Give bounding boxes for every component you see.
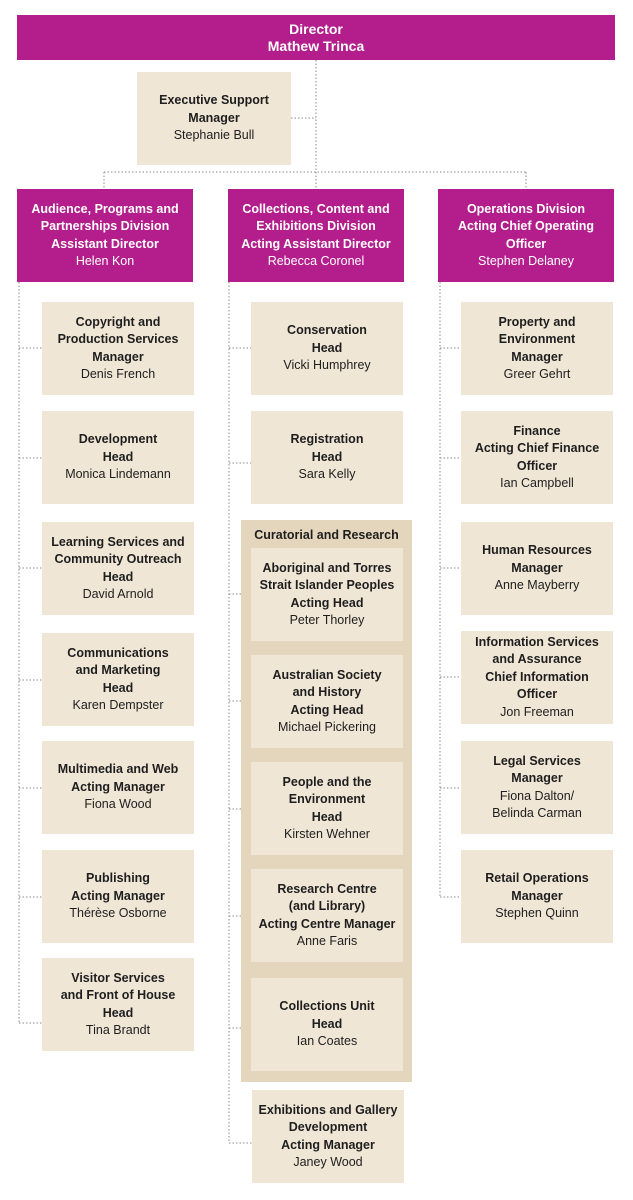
unit-line: Legal Services bbox=[493, 753, 581, 768]
unit-person: Fiona Wood bbox=[84, 797, 152, 812]
unit-line: Acting Centre Manager bbox=[258, 916, 396, 931]
unit-line: Conservation bbox=[287, 323, 367, 338]
unit-line: (and Library) bbox=[288, 899, 366, 913]
exec-support-name: Stephanie Bull bbox=[173, 128, 255, 143]
unit-line: Acting Head bbox=[290, 595, 364, 610]
unit-line: Head bbox=[102, 680, 134, 695]
unit-box bbox=[251, 655, 403, 748]
unit-line: Finance bbox=[513, 423, 561, 438]
director-name: Mathew Trinca bbox=[267, 37, 365, 54]
unit-line: Manager bbox=[92, 349, 144, 364]
unit-line: and History bbox=[292, 685, 362, 699]
division-header-line: Partnerships Division bbox=[40, 219, 170, 233]
unit-line: Strait Islander Peoples bbox=[259, 578, 395, 592]
division-header-line: Acting Assistant Director bbox=[241, 236, 391, 251]
unit-line: Publishing bbox=[86, 871, 150, 886]
unit-box bbox=[461, 411, 613, 504]
unit-line: Communications bbox=[67, 645, 169, 660]
unit-line: Learning Services and bbox=[51, 534, 185, 549]
unit-line: Head bbox=[102, 569, 134, 584]
unit-line: Community Outreach bbox=[54, 552, 182, 566]
unit-person: Monica Lindemann bbox=[65, 467, 171, 482]
unit-person: Anne Mayberry bbox=[494, 578, 580, 593]
unit-box bbox=[461, 302, 613, 395]
unit-person: Janey Wood bbox=[293, 1155, 363, 1169]
unit-line: People and the bbox=[282, 774, 372, 789]
unit-line: Manager bbox=[511, 560, 563, 575]
unit-line: Retail Operations bbox=[485, 871, 589, 886]
unit-box bbox=[251, 762, 403, 855]
unit-line: Research Centre bbox=[277, 881, 377, 896]
unit-line: Head bbox=[311, 809, 343, 824]
unit-box bbox=[461, 850, 613, 943]
unit-line: Manager bbox=[511, 888, 563, 903]
unit-line: Acting Chief Finance bbox=[474, 441, 600, 455]
unit-person: Ian Coates bbox=[296, 1034, 358, 1049]
unit-box bbox=[42, 633, 194, 726]
unit-line: Development bbox=[78, 432, 158, 447]
unit-person: David Arnold bbox=[82, 587, 154, 601]
division-header-audience bbox=[17, 189, 193, 282]
division-header-line: Exhibitions Division bbox=[256, 219, 376, 233]
curatorial-group-title: Curatorial and Research bbox=[254, 528, 399, 542]
unit-person: Peter Thorley bbox=[289, 613, 365, 627]
director-box bbox=[17, 15, 615, 60]
unit-line: Development bbox=[288, 1120, 368, 1134]
unit-line: Acting Manager bbox=[71, 779, 165, 794]
unit-line: Multimedia and Web bbox=[57, 762, 179, 777]
unit-line: Registration bbox=[290, 432, 364, 447]
unit-line: Chief Information bbox=[485, 669, 589, 684]
unit-line: Manager bbox=[511, 771, 563, 785]
unit-box bbox=[251, 411, 403, 504]
division-header-name: Rebecca Coronel bbox=[267, 254, 365, 268]
unit-line: Head bbox=[311, 1016, 343, 1031]
unit-line: and Marketing bbox=[75, 663, 161, 677]
unit-box bbox=[42, 958, 194, 1051]
director-title: Director bbox=[289, 20, 343, 37]
unit-person: Michael Pickering bbox=[278, 720, 376, 734]
unit-person: Ian Campbell bbox=[500, 476, 574, 490]
division-header-name: Stephen Delaney bbox=[478, 254, 574, 268]
division-header-line: Officer bbox=[505, 236, 547, 251]
unit-person: Jon Freeman bbox=[500, 704, 574, 719]
unit-box bbox=[461, 631, 613, 724]
division-header-line: Operations Division bbox=[466, 201, 586, 216]
unit-box bbox=[461, 741, 613, 834]
unit-person: Thérèse Osborne bbox=[69, 906, 167, 921]
unit-line: Head bbox=[311, 449, 343, 464]
unit-person: Tina Brandt bbox=[85, 1023, 151, 1037]
unit-line: Collections Unit bbox=[279, 999, 375, 1014]
unit-line: Australian Society bbox=[272, 667, 382, 682]
unit-box bbox=[42, 850, 194, 943]
unit-line: Environment bbox=[288, 792, 366, 806]
unit-line: Manager bbox=[511, 349, 563, 364]
unit-person: Anne Faris bbox=[296, 934, 358, 948]
unit-line: Aboriginal and Torres bbox=[262, 560, 392, 575]
unit-line: Human Resources bbox=[482, 543, 592, 558]
unit-box bbox=[42, 522, 194, 615]
division-header-line: Audience, Programs and bbox=[31, 201, 179, 216]
unit-box bbox=[251, 869, 403, 962]
unit-line: Head bbox=[102, 449, 134, 464]
unit-line: Copyright and bbox=[75, 314, 161, 329]
unit-box bbox=[461, 522, 613, 615]
unit-line: Officer bbox=[516, 458, 558, 473]
division-header-name: Helen Kon bbox=[75, 254, 135, 268]
exec-support-line-1: Executive Support bbox=[159, 93, 269, 108]
unit-box bbox=[42, 411, 194, 504]
unit-box bbox=[251, 302, 403, 395]
division-header-operations bbox=[438, 189, 614, 282]
exec-support-box bbox=[137, 72, 291, 165]
unit-line: Property and bbox=[498, 314, 576, 329]
unit-line: Information Services bbox=[475, 634, 599, 649]
unit-person: Greer Gehrt bbox=[503, 367, 571, 381]
unit-person: Sara Kelly bbox=[298, 467, 356, 482]
unit-line: Head bbox=[102, 1005, 134, 1020]
unit-person: Kirsten Wehner bbox=[284, 827, 370, 841]
unit-line: Acting Manager bbox=[71, 888, 165, 903]
unit-box bbox=[42, 302, 194, 395]
unit-line: and Assurance bbox=[492, 652, 582, 667]
unit-person: Karen Dempster bbox=[72, 698, 164, 712]
unit-box bbox=[251, 548, 403, 641]
unit-box bbox=[252, 1090, 404, 1183]
unit-line: Acting Head bbox=[290, 702, 364, 717]
unit-line: Officer bbox=[516, 687, 558, 702]
unit-person: Stephen Quinn bbox=[495, 906, 579, 921]
unit-box bbox=[42, 741, 194, 834]
unit-person: Denis French bbox=[80, 367, 156, 381]
division-header-line: Assistant Director bbox=[51, 236, 159, 251]
unit-person: Vicki Humphrey bbox=[283, 358, 371, 373]
exec-support-line-2: Manager bbox=[188, 110, 240, 125]
division-header-collections bbox=[228, 189, 404, 282]
unit-line: Exhibitions and Gallery bbox=[258, 1102, 398, 1117]
unit-line: Acting Manager bbox=[281, 1137, 375, 1152]
unit-line: Visitor Services bbox=[71, 970, 165, 985]
unit-person: Fiona Dalton/ Belinda Carman bbox=[492, 788, 582, 820]
unit-line: Environment bbox=[498, 332, 576, 346]
division-header-line: Collections, Content and bbox=[242, 201, 390, 216]
unit-box bbox=[251, 978, 403, 1071]
unit-line: and Front of House bbox=[60, 988, 176, 1002]
unit-line: Production Services bbox=[57, 332, 179, 346]
division-header-line: Acting Chief Operating bbox=[457, 219, 595, 233]
unit-line: Head bbox=[311, 340, 343, 355]
